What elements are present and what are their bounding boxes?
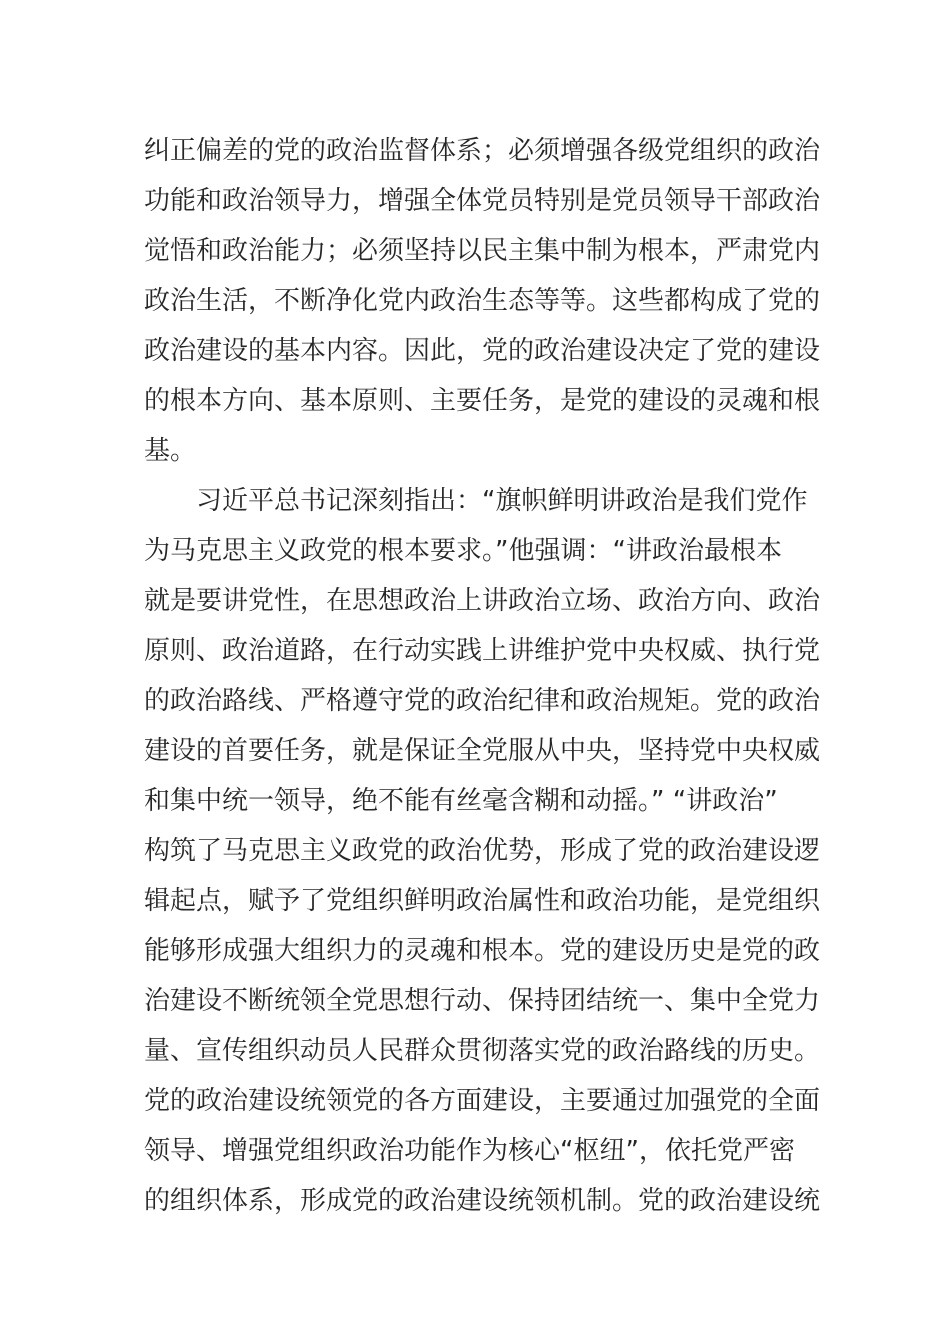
text-line: 和集中统一领导，绝不能有丝毫含糊和动摇。” “讲政治” [144, 786, 778, 816]
text-line: 的政治路线、严格遵守党的政治纪律和政治规矩。党的政治 [144, 686, 821, 716]
text-line: 构筑了马克思主义政党的政治优势，形成了党的政治建设逻 [144, 836, 821, 866]
text-line: 觉悟和政治能力；必须坚持以民主集中制为根本，严肃党内 [144, 236, 821, 266]
text-line: 基。 [144, 436, 197, 466]
text-line: 建设的首要任务，就是保证全党服从中央，坚持党中央权威 [144, 736, 821, 766]
text-line: 领导、增强党组织政治功能作为核心“枢纽”，依托党严密 [144, 1136, 795, 1166]
text-line: 功能和政治领导力，增强全体党员特别是党员领导干部政治 [144, 186, 821, 216]
text-line: 政治建设的基本内容。因此，党的政治建设决定了党的建设 [144, 336, 821, 366]
text-line: 的组织体系，形成党的政治建设统领机制。党的政治建设统 [144, 1186, 821, 1216]
text-line: 辑起点，赋予了党组织鲜明政治属性和政治功能，是党组织 [144, 886, 821, 916]
text-line: 的根本方向、基本原则、主要任务，是党的建设的灵魂和根 [144, 386, 821, 416]
text-line: 为马克思主义政党的根本要求。”他强调：“讲政治最根本 [144, 536, 782, 566]
paragraph-first-line: 习近平总书记深刻指出：“旗帜鲜明讲政治是我们党作 [196, 486, 808, 516]
text-line: 就是要讲党性，在思想政治上讲政治立场、政治方向、政治 [144, 586, 821, 616]
text-line: 能够形成强大组织力的灵魂和根本。党的建设历史是党的政 [144, 936, 821, 966]
text-line: 党的政治建设统领党的各方面建设，主要通过加强党的全面 [144, 1086, 821, 1116]
text-line: 纠正偏差的党的政治监督体系；必须增强各级党组织的政治 [144, 136, 821, 166]
text-line: 政治生活，不断净化党内政治生态等等。这些都构成了党的 [144, 286, 821, 316]
body-text [144, 126, 821, 1226]
text-line: 治建设不断统领全党思想行动、保持团结统一、集中全党力 [144, 986, 821, 1016]
text-line: 原则、政治道路，在行动实践上讲维护党中央权威、执行党 [144, 636, 821, 666]
text-line: 量、宣传组织动员人民群众贯彻落实党的政治路线的历史。 [144, 1036, 821, 1066]
